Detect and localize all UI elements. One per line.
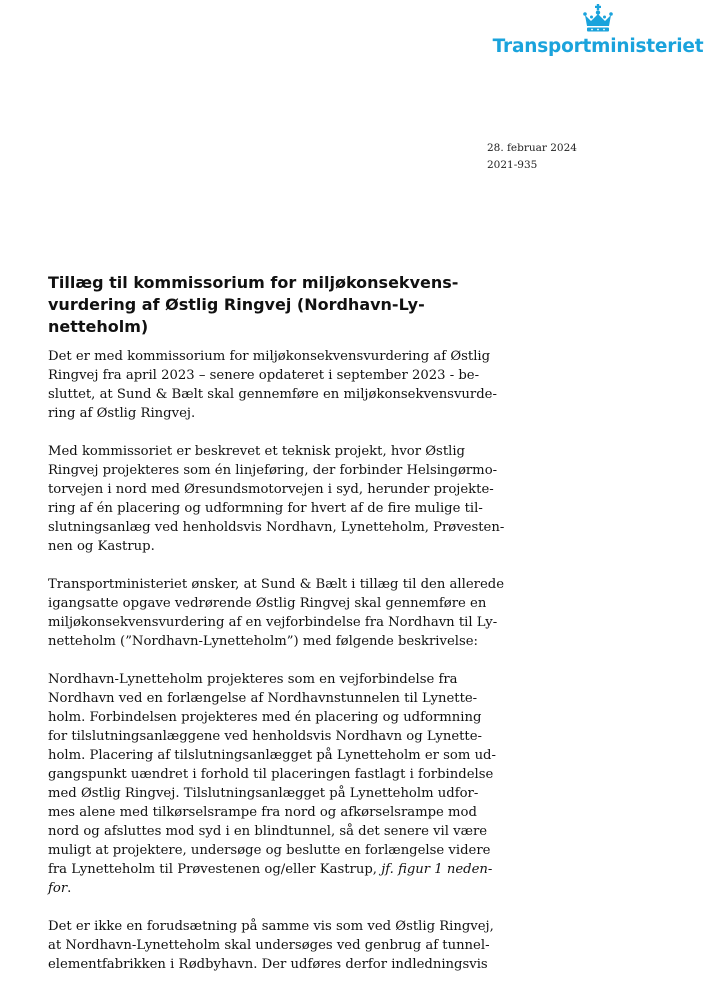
- logo-wordmark: Transportministeriet: [492, 36, 704, 57]
- text-segment: fra Lynetteholm til Prøvestenen og/eller Kastrup,: [48, 862, 382, 877]
- document-title: [48, 272, 468, 338]
- text-line: miljøkonsekvensvurdering af en vejforbindelse fra Nordhavn til Ly-: [48, 615, 498, 630]
- text-line: ring af Østlig Ringvej.: [48, 406, 196, 421]
- title-line: vurdering af Østlig Ringvej (Nordhavn-Ly-: [48, 295, 425, 314]
- text-line: elementfabrikken i Rødbyhavn. Der udføres derfor indledningsvis: [48, 957, 488, 972]
- text-line: Det er ikke en forudsætning på samme vis som ved Østlig Ringvej,: [48, 919, 494, 934]
- text-line: Ringvej projekteres som én linjeføring, der forbinder Helsingørmo-: [48, 463, 498, 478]
- paragraph: [48, 347, 497, 423]
- text-line: ring af én placering og udformning for hvert af de fire mulige til-: [48, 501, 483, 516]
- document-reference: 2021-935: [487, 159, 538, 171]
- ministry-logo: [478, 4, 718, 57]
- text-line: for tilslutningsanlæggene ved henholdsvis Nordhavn og Lynette-: [48, 729, 482, 744]
- text-line: holm. Placering af tilslutningsanlægget på Lynetteholm er som ud-: [48, 748, 496, 763]
- text-line: Nordhavn-Lynetteholm projekteres som en vejforbindelse fra: [48, 672, 458, 687]
- text-line: holm. Forbindelsen projekteres med én placering og udformning: [48, 710, 482, 725]
- crown-icon: [582, 4, 614, 34]
- text-line: nen og Kastrup.: [48, 539, 155, 554]
- text-line: igangsatte opgave vedrørende Østlig Ringvej skal gennemføre en: [48, 596, 487, 611]
- text-line: sluttet, at Sund & Bælt skal gennemføre en miljøkonsekvensvurde-: [48, 387, 497, 402]
- figure-reference: jf. figur 1 neden-: [381, 862, 493, 877]
- text-line: Med kommissoriet er beskrevet et teknisk projekt, hvor Østlig: [48, 444, 465, 459]
- title-line: Tillæg til kommissorium for miljøkonsekvens-: [48, 273, 459, 292]
- text-line: [48, 879, 468, 898]
- text-line: Transportministeriet ønsker, at Sund & Bælt i tillæg til den allerede: [48, 577, 505, 592]
- paragraph: [48, 917, 494, 974]
- figure-reference-cont: for: [48, 881, 68, 896]
- text-line: nord og afsluttes mod syd i en blindtunnel, så det senere vil være: [48, 824, 488, 839]
- paragraph: [48, 670, 496, 898]
- text-line: gangspunkt uændret i forhold til placeringen fastlagt i forbindelse: [48, 767, 494, 782]
- text-line: Nordhavn ved en forlængelse af Nordhavnstunnelen til Lynette-: [48, 691, 478, 706]
- text-line: Ringvej fra april 2023 – senere opdateret i september 2023 - be-: [48, 368, 480, 383]
- text-line: muligt at projektere, undersøge og beslutte en forlængelse videre: [48, 843, 491, 858]
- title-line: netteholm): [48, 317, 149, 336]
- document-meta: [487, 140, 577, 174]
- document-body: [48, 347, 505, 993]
- text-line: mes alene med tilkørselsrampe fra nord og afkørselsrampe mod: [48, 805, 477, 820]
- text-line: Det er med kommissorium for miljøkonsekvensvurdering af Østlig: [48, 349, 491, 364]
- paragraph: [48, 442, 505, 556]
- text-line: [48, 860, 493, 879]
- paragraph: [48, 575, 505, 651]
- text-line: slutningsanlæg ved henholdsvis Nordhavn, Lynetteholm, Prøvesten-: [48, 520, 505, 535]
- text-line: netteholm (”Nordhavn-Lynetteholm”) med følgende beskrivelse:: [48, 634, 478, 649]
- sentence-end: .: [67, 881, 72, 896]
- text-line: med Østlig Ringvej. Tilslutningsanlægget på Lynetteholm udfor-: [48, 786, 479, 801]
- text-line: at Nordhavn-Lynetteholm skal undersøges ved genbrug af tunnel-: [48, 938, 490, 953]
- text-line: torvejen i nord med Øresundsmotorvejen i syd, herunder projekte-: [48, 482, 494, 497]
- document-date: 28. februar 2024: [487, 142, 577, 154]
